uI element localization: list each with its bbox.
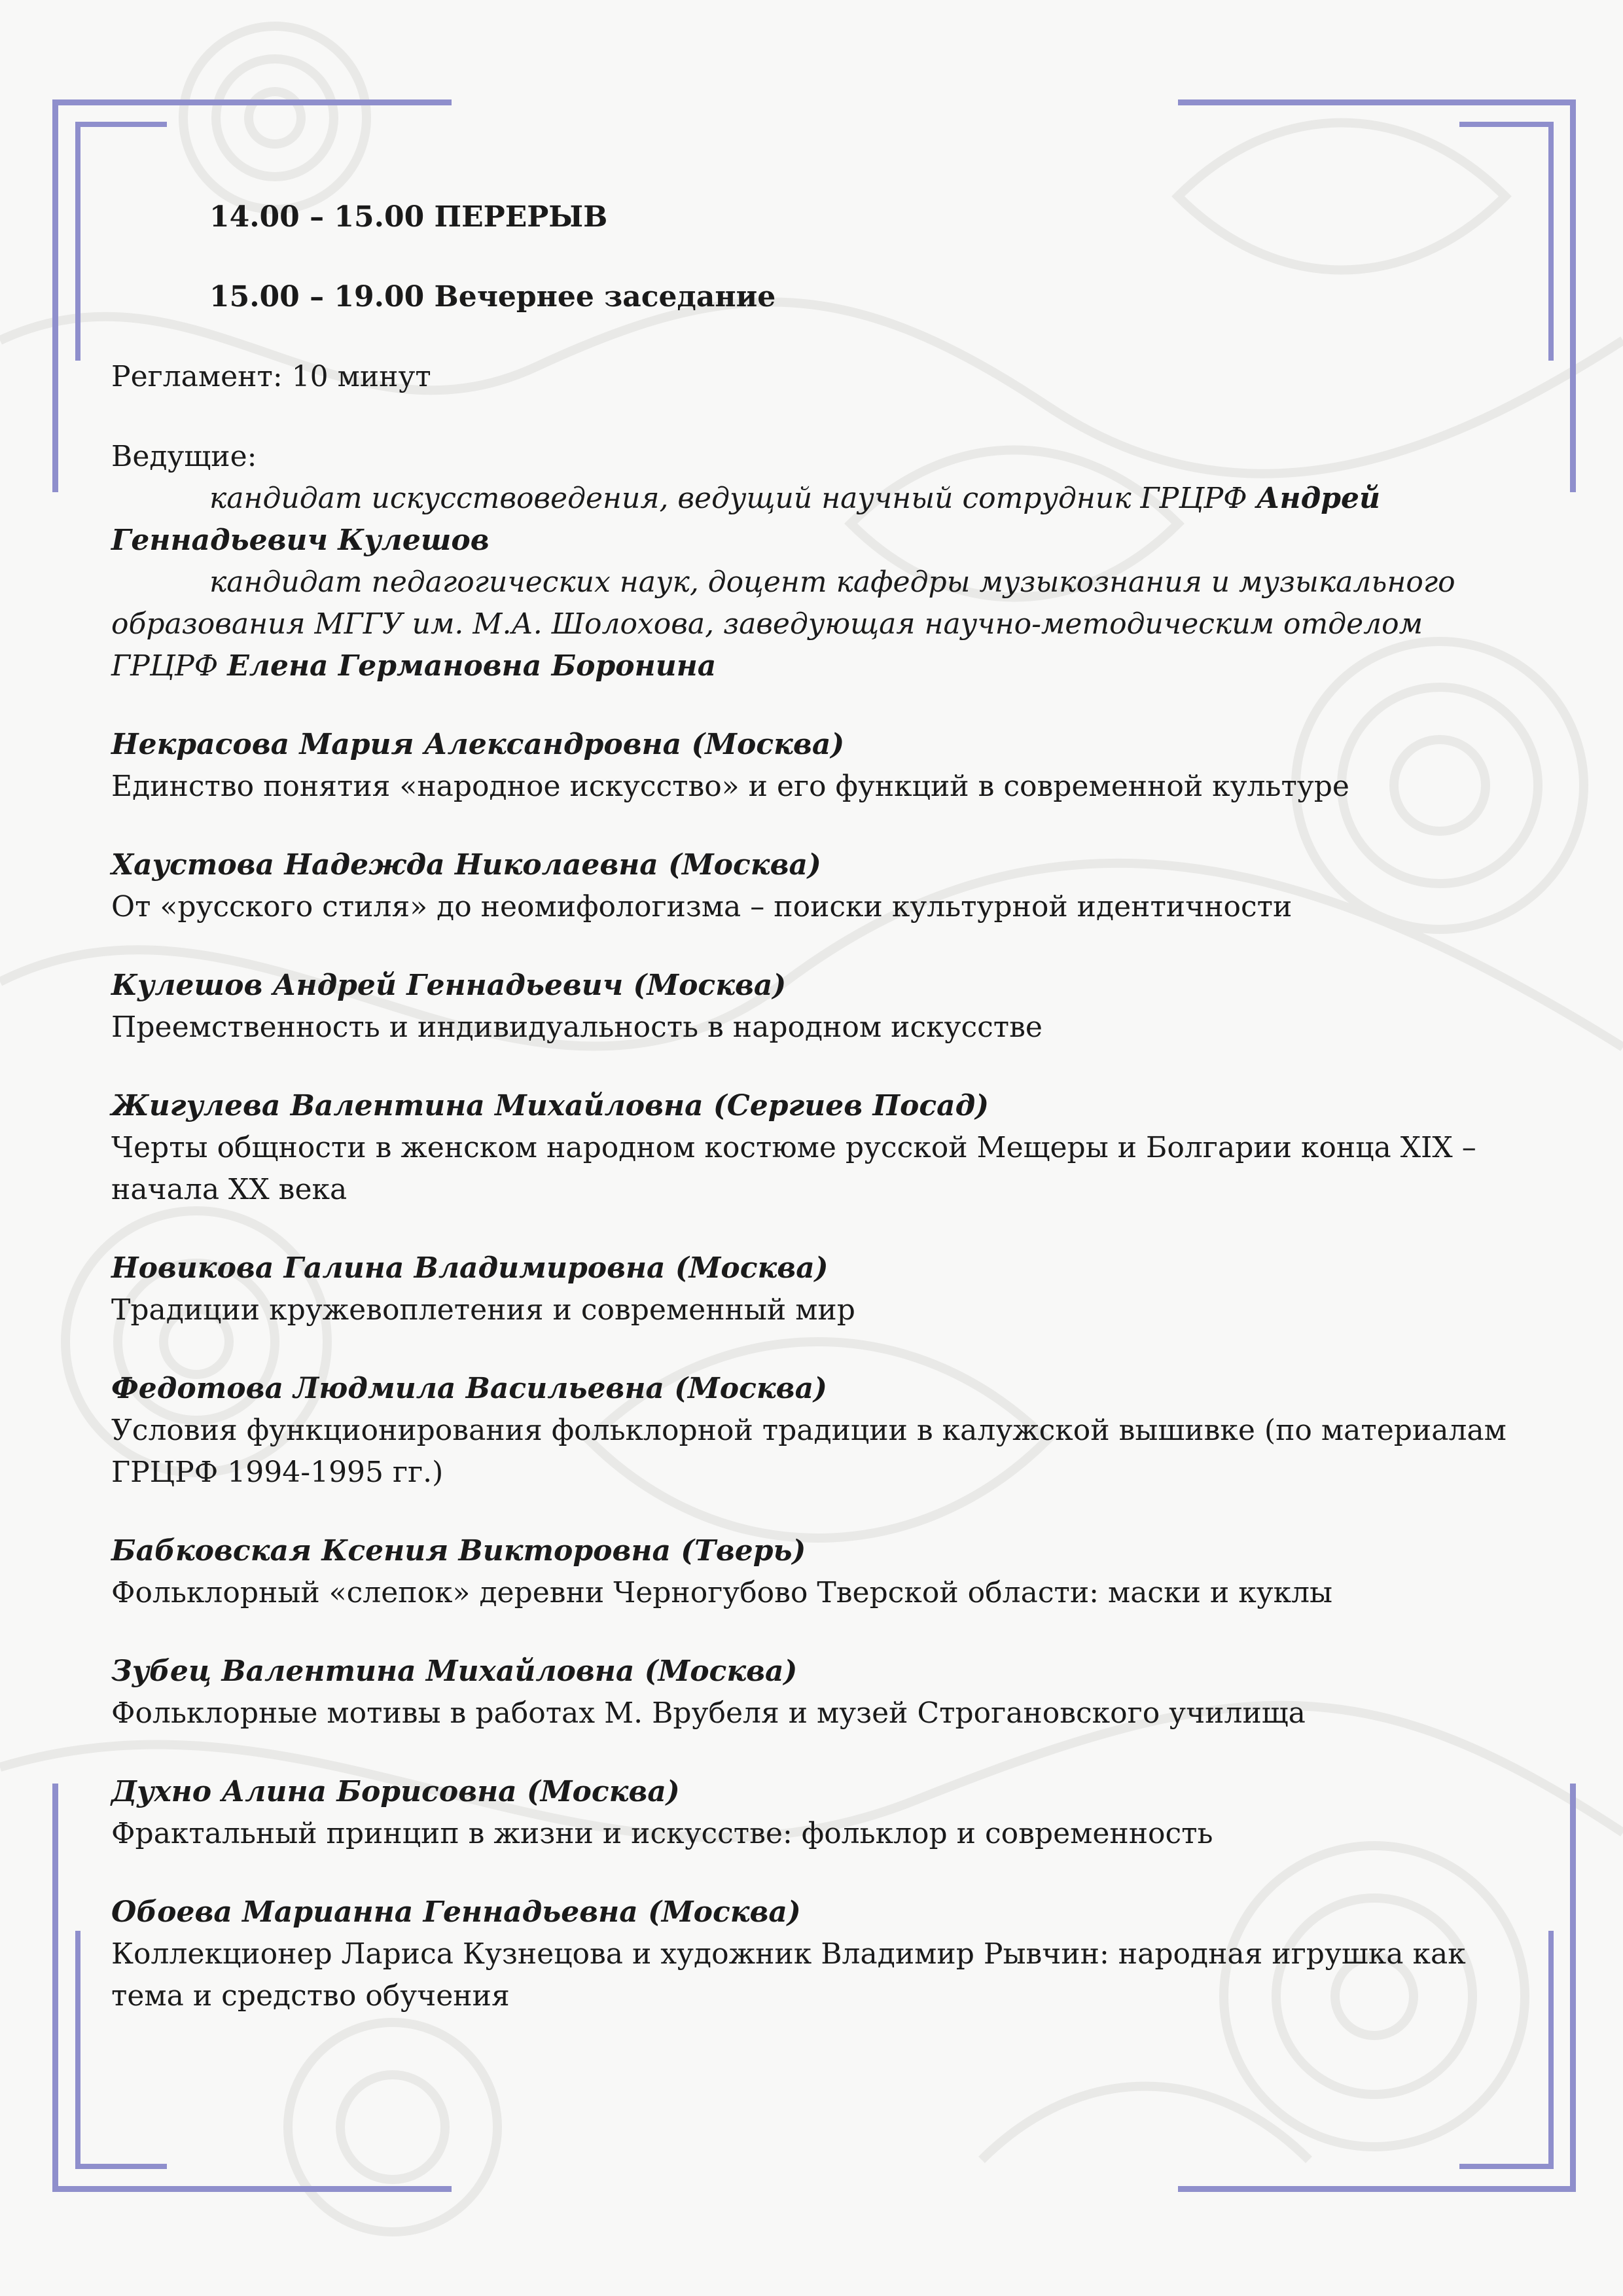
talk-item xyxy=(111,1085,1518,1211)
talk-speaker: Бабковская Ксения Викторовна (Тверь) xyxy=(111,1534,806,1568)
frame-bottom-right-inner-h xyxy=(1459,2164,1554,2169)
frame-bottom-left-vertical xyxy=(52,1784,58,2192)
frame-top-left-inner-v xyxy=(75,122,80,361)
talk-speaker: Обоева Марианна Геннадьевна (Москва) xyxy=(111,1895,801,1929)
talk-item xyxy=(111,1892,1518,2017)
host-name: Елена Германовна Боронина xyxy=(227,649,717,683)
talk-item xyxy=(111,1651,1518,1734)
talk-item xyxy=(111,724,1518,808)
frame-top-left-horizontal xyxy=(52,99,452,105)
talk-item xyxy=(111,1247,1518,1331)
frame-bottom-right-inner-v xyxy=(1548,1931,1554,2169)
program-content xyxy=(111,196,1518,2054)
talk-title: От «русского стиля» до неомифологизма – поиски культурной идентичности xyxy=(111,890,1293,924)
frame-top-left-inner-h xyxy=(75,122,167,127)
talk-speaker: Кулешов Андрей Геннадьевич (Москва) xyxy=(111,969,787,1002)
frame-top-right-horizontal xyxy=(1178,99,1576,105)
talk-title: Единство понятия «народное искусство» и его функций в современной культуре xyxy=(111,770,1349,803)
hosts-label: Ведущие: xyxy=(111,440,257,473)
frame-bottom-left-inner-v xyxy=(75,1931,80,2169)
talk-title: Условия функционирования фольклорной традиции в калужской вышивке (по материалам ГРЦРФ 1994-1995 гг.) xyxy=(111,1414,1507,1489)
talk-title: Традиции кружевоплетения и современный мир xyxy=(111,1293,855,1327)
evening-session-heading: 15.00 – 19.00 Вечернее заседание xyxy=(209,280,776,314)
talk-speaker: Хаустова Надежда Николаевна (Москва) xyxy=(111,848,821,882)
host-entry xyxy=(111,478,1518,562)
talk-item xyxy=(111,1368,1518,1494)
frame-bottom-left-horizontal xyxy=(52,2186,452,2192)
talk-speaker: Духно Алина Борисовна (Москва) xyxy=(111,1775,680,1808)
talk-item xyxy=(111,844,1518,928)
talk-title: Фольклорные мотивы в работах М. Врубеля и музей Строгановского училища xyxy=(111,1696,1306,1730)
host-title: кандидат искусствоведения, ведущий научный сотрудник ГРЦРФ xyxy=(209,482,1257,515)
talk-speaker: Федотова Людмила Васильевна (Москва) xyxy=(111,1372,827,1405)
frame-bottom-right-vertical xyxy=(1570,1784,1576,2192)
frame-top-right-inner-v xyxy=(1548,122,1554,361)
host-entry xyxy=(111,562,1518,687)
reglament-text: Регламент: 10 минут xyxy=(111,360,431,393)
talk-speaker: Новикова Галина Владимировна (Москва) xyxy=(111,1251,829,1285)
frame-top-right-vertical xyxy=(1570,99,1576,492)
talk-speaker: Зубец Валентина Михайловна (Москва) xyxy=(111,1655,798,1688)
talk-title: Фольклорный «слепок» деревни Черногубово Тверской области: маски и куклы xyxy=(111,1576,1333,1609)
talk-speaker: Некрасова Мария Александровна (Москва) xyxy=(111,728,845,761)
talk-item xyxy=(111,1530,1518,1614)
frame-bottom-right-horizontal xyxy=(1178,2186,1576,2192)
talk-title: Коллекционер Лариса Кузнецова и художник Владимир Рывчин: народная игрушка как тема и средство обучения xyxy=(111,1937,1466,2013)
host-name: Андрей Геннадьевич Кулешов xyxy=(111,482,1380,557)
break-time-heading: 14.00 – 15.00 ПЕРЕРЫВ xyxy=(209,200,608,234)
frame-top-left-vertical xyxy=(52,99,58,492)
host-title: кандидат педагогических наук, доцент кафедры музыкознания и музыкального образования МГГУ им. М.А. Шолохова, заведующая научно-методическим отделом ГРЦРФ xyxy=(111,565,1455,683)
talk-item xyxy=(111,965,1518,1049)
talks-list xyxy=(111,724,1518,2017)
talk-speaker: Жигулева Валентина Михайловна (Сергиев Посад) xyxy=(111,1089,990,1122)
talk-title: Преемственность и индивидуальность в народном искусстве xyxy=(111,1011,1043,1044)
frame-bottom-left-inner-h xyxy=(75,2164,167,2169)
frame-top-right-inner-h xyxy=(1459,122,1554,127)
talk-title: Фрактальный принцип в жизни и искусстве: фольклор и современность xyxy=(111,1817,1213,1850)
talk-item xyxy=(111,1771,1518,1855)
talk-title: Черты общности в женском народном костюме русской Мещеры и Болгарии конца XIX – начала XX века xyxy=(111,1131,1476,1206)
